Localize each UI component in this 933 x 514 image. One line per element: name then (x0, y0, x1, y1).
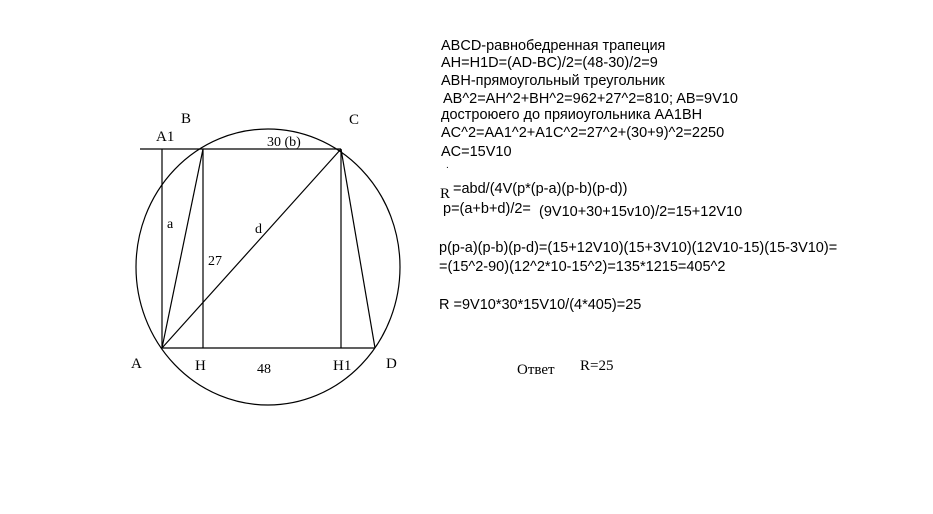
solution-line-1: ABCD-равнобедренная трапеция (441, 38, 666, 54)
r-result: R =9V10*30*15V10/(4*405)=25 (439, 297, 642, 313)
solution-line-8: . (446, 160, 449, 171)
label-c: C (349, 112, 360, 128)
label-height: 27 (208, 254, 222, 269)
r-formula: =abd/(4V(p*(p-a)(p-b)(p-d)) (453, 181, 628, 197)
label-diagonal-d: d (255, 222, 262, 237)
answer-value: R=25 (580, 358, 614, 374)
p-formula-left: p=(a+b+d)/2= (443, 201, 531, 217)
label-side-a: a (167, 217, 174, 232)
product-line-1: p(p-a)(p-b)(p-d)=(15+12V10)(15+3V10)(12V10-15)(15-3V10)= (439, 240, 838, 256)
r-label: R (440, 186, 451, 202)
p-formula-right: (9V10+30+15v10)/2=15+12V10 (539, 204, 743, 220)
label-bc-length: 30 (b) (267, 135, 301, 150)
answer-label: Ответ (517, 362, 555, 378)
label-a: A (131, 356, 142, 372)
solution-line-4: AB^2=AH^2+BH^2=962+27^2=810; AB=9V10 (443, 91, 738, 107)
solution-line-5: достроюего до пряиоугольника AA1BH (441, 107, 703, 123)
solution-line-2: AH=H1D=(AD-BC)/2=(48-30)/2=9 (441, 55, 658, 71)
product-line-2: =(15^2-90)(12^2*10-15^2)=135*1215=405^2 (439, 259, 726, 275)
label-h: H (195, 358, 206, 374)
label-d: D (386, 356, 397, 372)
label-a1: A1 (156, 129, 175, 145)
label-ad-length: 48 (257, 362, 271, 377)
label-b: B (181, 111, 192, 127)
diagonal-ac (162, 149, 341, 348)
solution-line-6: AC^2=AA1^2+A1C^2=27^2+(30+9)^2=2250 (441, 125, 725, 141)
solution-line-3: ABH-прямоугольный треугольник (441, 73, 665, 89)
side-ab (162, 149, 203, 348)
label-h1: H1 (333, 358, 352, 374)
solution-line-7: AC=15V10 (441, 144, 512, 160)
